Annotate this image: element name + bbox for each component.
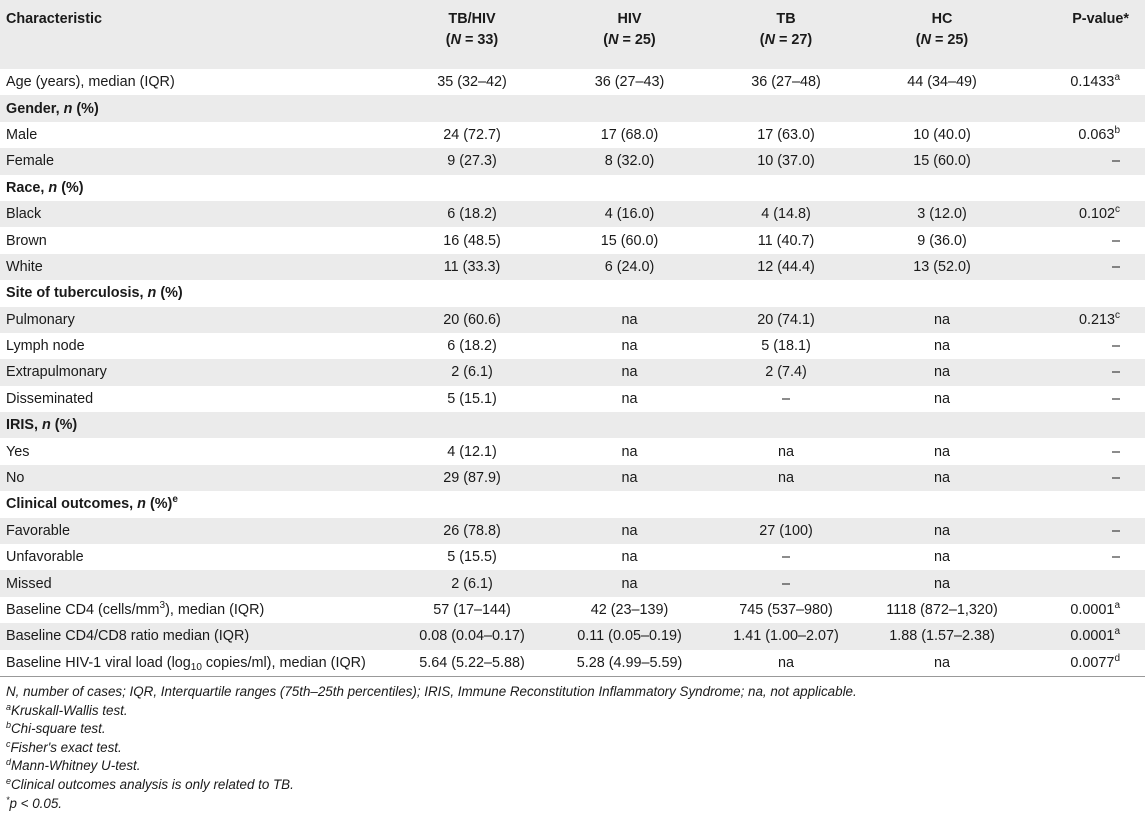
row-label-label: Race, — [6, 179, 49, 196]
header-hc-n: (N = 25) — [915, 32, 969, 48]
table-footnotes — [0, 677, 1145, 813]
cell-hc: na — [933, 390, 950, 407]
row-label-label-it: n — [48, 179, 58, 196]
cell-pvalue — [1020, 544, 1145, 570]
cell-pvalue — [1020, 333, 1145, 359]
row-label-label: Baseline CD4/CD8 ratio median (IQR) — [6, 628, 250, 645]
cell-tb: 1.41 (1.00–2.07) — [733, 628, 839, 645]
row-label-label-post: (%) — [156, 285, 183, 302]
row-label-label: Clinical outcomes, — [6, 496, 138, 513]
cell-tb: 4 (14.8) — [761, 206, 811, 223]
cell-hc: 9 (36.0) — [917, 232, 967, 249]
empty-cell — [551, 412, 708, 438]
footnote-a-mark: a — [6, 701, 12, 712]
row-label — [0, 386, 393, 412]
table-row — [0, 307, 1145, 333]
empty-cell — [551, 175, 708, 201]
row-label-label-sup: e — [172, 494, 178, 506]
pvalue-footnote-mark: a — [1114, 600, 1120, 611]
row-label-label: Pulmonary — [6, 311, 75, 328]
header-hiv-n: (N = 25) — [603, 32, 656, 48]
header-tb-n: (N = 27) — [759, 32, 813, 48]
table-row — [0, 650, 1145, 676]
header-hiv-label: HIV — [617, 11, 642, 27]
row-label-label-post: (%) — [57, 179, 84, 196]
footnote-b-mark: b — [6, 720, 12, 731]
cell-hc: na — [933, 364, 950, 381]
cell-pvalue — [1020, 570, 1145, 596]
empty-cell — [393, 280, 551, 306]
row-label — [0, 307, 393, 333]
cell-hiv: 42 (23–139) — [590, 602, 669, 618]
cell-hiv: 0.11 (0.05–0.19) — [577, 628, 682, 645]
section-label — [0, 95, 393, 121]
table-header-row — [0, 0, 1145, 69]
footnote-d — [6, 757, 1145, 776]
section-label — [0, 280, 393, 306]
cell-tbhiv: 57 (17–144) — [433, 602, 511, 618]
pvalue-text: 0.102 — [1078, 206, 1115, 223]
row-label-label: Black — [6, 206, 42, 223]
header-hiv — [551, 0, 708, 69]
cell-hiv: 4 (16.0) — [604, 206, 655, 223]
footnote-b-text: Chi-square test. — [11, 721, 106, 737]
table-row — [0, 623, 1145, 649]
row-label — [0, 122, 393, 148]
table-row — [0, 544, 1145, 570]
row-label-label: Missed — [6, 575, 52, 592]
row-label-label-sup: 3 — [159, 600, 166, 611]
pvalue-text: 0.0001 — [1070, 628, 1115, 645]
cell-pvalue — [1020, 438, 1145, 464]
cell-tbhiv: 4 (12.1) — [447, 443, 497, 460]
cell-hiv: 6 (24.0) — [604, 258, 655, 275]
cell-pvalue — [1020, 307, 1145, 333]
header-tbhiv-n: (N = 33) — [445, 32, 499, 48]
table-row — [0, 280, 1145, 306]
cell-pvalue — [1020, 201, 1145, 227]
empty-cell — [708, 95, 864, 121]
pvalue-text: – — [1111, 390, 1120, 407]
cell-hc: 10 (40.0) — [913, 126, 971, 143]
cell-tbhiv: 29 (87.9) — [443, 470, 501, 487]
empty-cell — [1020, 175, 1145, 201]
empty-cell — [864, 175, 1020, 201]
empty-cell — [551, 95, 708, 121]
cell-pvalue — [1020, 623, 1145, 649]
footnote-star-mark: * — [6, 794, 10, 805]
cell-hiv: 5.28 (4.99–5.59) — [576, 654, 683, 671]
row-label — [0, 148, 393, 174]
cell-tbhiv: 5.64 (5.22–5.88) — [419, 654, 525, 671]
pvalue-text: – — [1111, 364, 1120, 381]
empty-cell — [1020, 412, 1145, 438]
cell-tbhiv: 5 (15.5) — [447, 549, 497, 566]
cell-tbhiv: 2 (6.1) — [451, 575, 493, 592]
cell-hc: na — [933, 654, 950, 671]
cell-hiv: na — [621, 338, 638, 355]
cell-tb: 745 (537–980) — [739, 602, 833, 618]
cell-hiv: na — [621, 390, 638, 407]
pvalue-text: 0.0077 — [1070, 654, 1115, 671]
header-hc-label: HC — [931, 11, 953, 27]
cell-tbhiv: 0.08 (0.04–0.17) — [419, 628, 525, 645]
cell-hc: na — [933, 522, 950, 539]
table-row — [0, 412, 1145, 438]
table-row — [0, 201, 1145, 227]
pvalue-footnote-mark: a — [1114, 72, 1120, 84]
row-label — [0, 623, 393, 649]
cell-tb: 11 (40.7) — [757, 232, 815, 249]
table-row — [0, 148, 1145, 174]
empty-cell — [393, 412, 551, 438]
empty-cell — [1020, 491, 1145, 517]
cell-tb: 10 (37.0) — [757, 153, 815, 170]
cell-hc: na — [933, 338, 950, 355]
row-label-label: Gender, — [6, 100, 64, 117]
pvalue-text: – — [1111, 232, 1120, 249]
cell-pvalue — [1020, 650, 1145, 676]
row-label-label: Age (years), median (IQR) — [6, 74, 175, 91]
cell-tb: 12 (44.4) — [757, 258, 815, 275]
row-label-label: Baseline CD4 (cells/mm — [6, 602, 160, 618]
cell-hc: 15 (60.0) — [913, 153, 971, 170]
table-row — [0, 359, 1145, 385]
row-label-label-post: (%) — [72, 100, 99, 117]
row-label — [0, 254, 393, 280]
footnote-b — [6, 720, 1145, 739]
cell-hiv: 15 (60.0) — [600, 232, 659, 249]
pvalue-footnote-mark: c — [1115, 309, 1120, 321]
cell-pvalue — [1020, 359, 1145, 385]
cell-hiv: na — [621, 311, 638, 328]
row-label-label-post: (%) — [50, 417, 78, 434]
footnote-star — [6, 795, 1145, 814]
row-label-label: Unfavorable — [6, 549, 84, 566]
row-label-label-it: n — [137, 496, 146, 513]
section-label — [0, 412, 393, 438]
table-row — [0, 254, 1145, 280]
footnote-a — [6, 702, 1145, 721]
pvalue-text: 0.0001 — [1070, 602, 1115, 618]
cell-hc: 13 (52.0) — [913, 258, 971, 275]
cell-pvalue — [1020, 227, 1145, 253]
pvalue-footnote-mark: d — [1114, 652, 1120, 664]
section-label — [0, 491, 393, 517]
row-label-label-post: (%) — [145, 496, 173, 513]
cell-tb: – — [781, 390, 790, 407]
row-label-label-post: ), median (IQR) — [165, 602, 265, 618]
section-label — [0, 175, 393, 201]
table-row — [0, 491, 1145, 517]
pvalue-text: 0.213 — [1078, 311, 1115, 328]
empty-cell — [864, 280, 1020, 306]
row-label-label: Favorable — [6, 522, 70, 539]
cell-tb: 17 (63.0) — [757, 126, 815, 143]
cell-tbhiv: 26 (78.8) — [443, 522, 501, 539]
row-label-label: Baseline HIV-1 viral load (log — [6, 654, 191, 671]
cell-pvalue — [1020, 148, 1145, 174]
footnote-d-mark: d — [6, 757, 12, 768]
header-tbhiv — [393, 0, 551, 69]
cell-pvalue — [1020, 465, 1145, 491]
pvalue-text: – — [1111, 338, 1120, 355]
cell-hiv: 8 (32.0) — [604, 153, 655, 170]
cell-pvalue — [1020, 518, 1145, 544]
pvalue-text: – — [1111, 153, 1120, 170]
cell-tb: na — [777, 470, 794, 487]
cell-tb: na — [777, 654, 794, 671]
table-row — [0, 122, 1145, 148]
row-label — [0, 518, 393, 544]
pvalue-text: 0.063 — [1078, 126, 1115, 143]
cell-tbhiv: 5 (15.1) — [447, 390, 497, 407]
table-row — [0, 570, 1145, 596]
cell-pvalue — [1020, 122, 1145, 148]
row-label-label: Brown — [6, 232, 47, 249]
empty-cell — [708, 280, 864, 306]
empty-cell — [1020, 280, 1145, 306]
cell-tbhiv: 6 (18.2) — [447, 206, 497, 223]
cell-hc: 3 (12.0) — [917, 206, 967, 223]
footnote-abbreviations: N, number of cases; IQR, Interquartile ranges (75th–25th percentiles); IRIS, Immune Reconstitution Inflammatory Syndrome; na, not applicable. — [6, 683, 857, 699]
cell-hiv: na — [621, 549, 638, 566]
footnote-e-text: Clinical outcomes analysis is only related to TB. — [11, 776, 294, 792]
row-label-label: Site of tuberculosis, — [6, 285, 148, 302]
table-row — [0, 69, 1145, 95]
table-row — [0, 465, 1145, 491]
cell-tbhiv: 24 (72.7) — [443, 126, 501, 143]
row-label-label-it: n — [147, 285, 157, 302]
empty-cell — [708, 491, 864, 517]
row-label-label: IRIS, — [6, 417, 42, 434]
cell-hc: na — [933, 549, 950, 566]
pvalue-footnote-mark: a — [1114, 626, 1120, 638]
cell-tb: na — [777, 443, 794, 460]
cell-hiv: 36 (27–43) — [594, 74, 665, 91]
table-row — [0, 438, 1145, 464]
row-label-label: Male — [6, 126, 38, 143]
empty-cell — [864, 491, 1020, 517]
cell-hiv: na — [621, 364, 638, 381]
empty-cell — [708, 412, 864, 438]
cell-tb: – — [781, 549, 790, 566]
row-label — [0, 359, 393, 385]
footnote-c-text: Fisher's exact test. — [10, 739, 122, 755]
header-pvalue: P-value* — [1072, 11, 1129, 27]
footnote-d-text: Mann-Whitney U-test. — [11, 758, 141, 774]
row-label-label: Lymph node — [6, 338, 85, 355]
cell-hiv: na — [621, 443, 638, 460]
cell-hc: na — [933, 311, 950, 328]
header-tb-label: TB — [776, 11, 796, 27]
cell-tbhiv: 9 (27.3) — [447, 153, 497, 170]
empty-cell — [1020, 95, 1145, 121]
pvalue-text: – — [1111, 443, 1120, 460]
empty-cell — [864, 412, 1020, 438]
cell-pvalue — [1020, 69, 1145, 95]
cell-tb: 36 (27–48) — [751, 74, 821, 91]
header-tbhiv-label: TB/HIV — [448, 11, 496, 27]
empty-cell — [393, 491, 551, 517]
row-label — [0, 465, 393, 491]
footnote-c — [6, 739, 1145, 758]
cell-tb: 20 (74.1) — [757, 311, 815, 328]
table-row — [0, 333, 1145, 359]
header-hc — [864, 0, 1020, 69]
cell-hc: na — [933, 470, 950, 487]
row-label — [0, 227, 393, 253]
header-characteristic: Characteristic — [6, 11, 102, 27]
table-body — [0, 69, 1145, 676]
row-label-label-post: copies/ml), median (IQR) — [201, 654, 366, 671]
empty-cell — [551, 491, 708, 517]
cell-hc: 1118 (872–1,320) — [886, 602, 998, 618]
pvalue-text: – — [1111, 470, 1120, 487]
row-label-label: Female — [6, 153, 54, 170]
footnote-e-mark: e — [6, 775, 12, 786]
table-row — [0, 175, 1145, 201]
table-row — [0, 597, 1145, 623]
table-row — [0, 95, 1145, 121]
cell-hiv: na — [621, 575, 638, 592]
pvalue-text: – — [1111, 258, 1120, 275]
footnote-c-mark: c — [6, 738, 11, 749]
row-label-label: Disseminated — [6, 390, 94, 407]
cell-hiv: na — [621, 470, 638, 487]
cell-pvalue — [1020, 254, 1145, 280]
empty-cell — [708, 175, 864, 201]
table-row — [0, 227, 1145, 253]
row-label — [0, 597, 393, 623]
table-row — [0, 518, 1145, 544]
cell-pvalue — [1020, 597, 1145, 623]
cell-hc: na — [933, 443, 950, 460]
row-label — [0, 544, 393, 570]
row-label — [0, 69, 393, 95]
cell-tb: – — [781, 575, 790, 592]
cell-tb: 27 (100) — [759, 522, 813, 539]
cell-hiv: na — [621, 522, 638, 539]
row-label-label-sub: 10 — [190, 661, 202, 673]
pvalue-footnote-mark: c — [1115, 204, 1120, 216]
row-label-label: White — [6, 258, 43, 275]
empty-cell — [393, 175, 551, 201]
cell-pvalue — [1020, 386, 1145, 412]
row-label-label-it: n — [41, 417, 51, 434]
row-label — [0, 333, 393, 359]
cell-tbhiv: 20 (60.6) — [443, 311, 501, 328]
cell-hc: na — [933, 575, 950, 592]
pvalue-text: – — [1111, 522, 1120, 539]
row-label-label: Extrapulmonary — [6, 364, 107, 381]
pvalue-footnote-mark: b — [1114, 124, 1120, 136]
row-label — [0, 201, 393, 227]
cell-tbhiv: 11 (33.3) — [443, 258, 501, 275]
cell-tbhiv: 6 (18.2) — [447, 338, 497, 355]
row-label-label: No — [6, 470, 25, 487]
cell-tbhiv: 35 (32–42) — [437, 74, 507, 91]
footnote-a-text: Kruskall-Wallis test. — [11, 702, 128, 718]
footnote-e — [6, 776, 1145, 795]
row-label — [0, 570, 393, 596]
row-label — [0, 438, 393, 464]
row-label-label-it: n — [63, 100, 73, 117]
cell-tbhiv: 2 (6.1) — [451, 364, 493, 381]
pvalue-text: – — [1111, 549, 1120, 566]
empty-cell — [393, 95, 551, 121]
cell-hc: 44 (34–49) — [907, 74, 977, 91]
header-tb — [708, 0, 864, 69]
cell-tb: 2 (7.4) — [765, 364, 807, 381]
empty-cell — [551, 280, 708, 306]
cell-hc: 1.88 (1.57–2.38) — [889, 628, 995, 645]
row-label-label: Yes — [6, 443, 30, 460]
empty-cell — [864, 95, 1020, 121]
table-row — [0, 386, 1145, 412]
footnote-star-text: p < 0.05. — [9, 795, 63, 811]
cell-hiv: 17 (68.0) — [600, 126, 659, 143]
cell-tb: 5 (18.1) — [761, 338, 811, 355]
row-label — [0, 650, 393, 676]
cell-tbhiv: 16 (48.5) — [443, 232, 501, 249]
pvalue-text: 0.1433 — [1070, 74, 1115, 91]
